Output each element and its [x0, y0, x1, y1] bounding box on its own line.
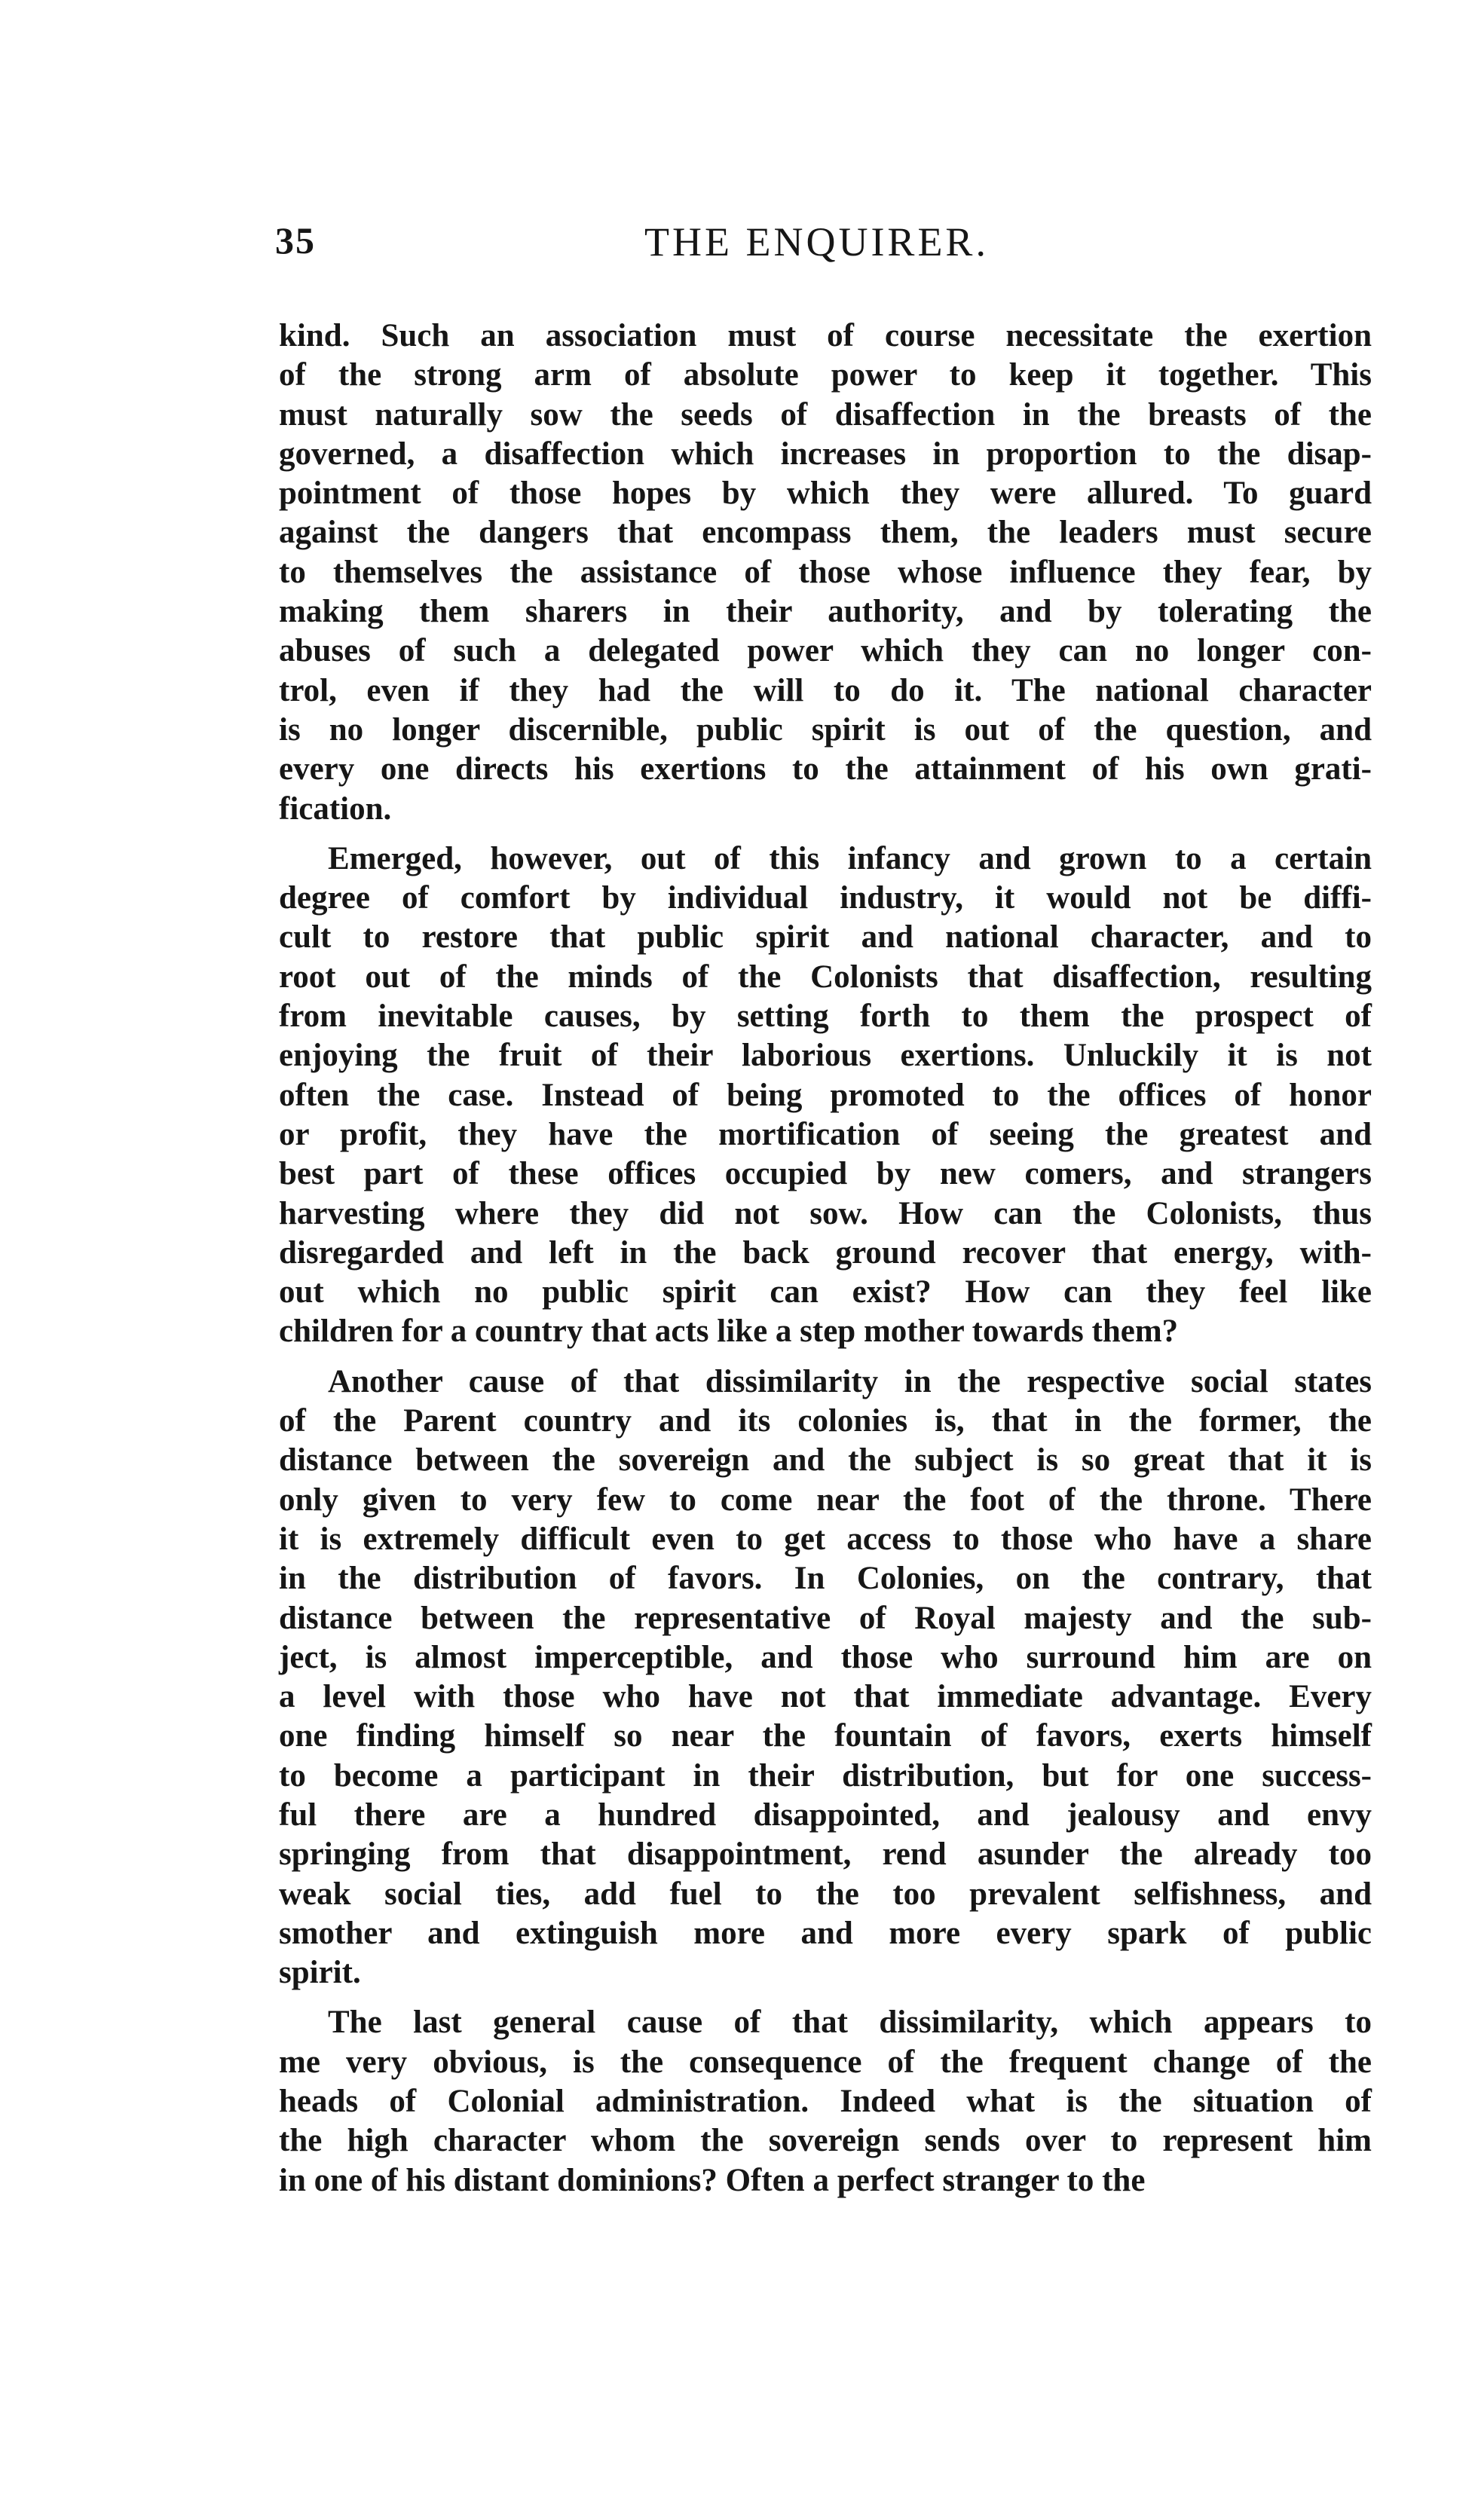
text-line: distance between the representative of Royal majesty and the sub- — [279, 1600, 1372, 1636]
text-line: in the distribution of favors. In Colonies, on the contrary, that — [279, 1561, 1372, 1597]
text-line: to become a participant in their distribution, but for one success- — [279, 1757, 1372, 1794]
page-header — [275, 219, 1372, 279]
text-line: to themselves the assistance of those whose influence they fear, by — [279, 554, 1372, 590]
text-line: must naturally sow the seeds of disaffection in the breasts of the — [279, 396, 1372, 433]
text-line: heads of Colonial administration. Indeed what is the situation of — [279, 2084, 1372, 2120]
page-number: 35 — [275, 219, 316, 261]
text-line: is no longer discernible, public spirit is out of the question, and — [279, 711, 1372, 748]
text-line: springing from that disappointment, rend asunder the already too — [279, 1836, 1372, 1873]
text-line: one finding himself so near the fountain of favors, exerts himself — [279, 1718, 1372, 1754]
text-line: of the Parent country and its colonies is, that in the former, the — [279, 1403, 1372, 1439]
text-line: only given to very few to come near the foot of the throne. There — [279, 1482, 1372, 1518]
text-line: it is extremely difficult even to get access to those who have a share — [279, 1521, 1372, 1557]
text-line: spirit. — [279, 1955, 361, 1991]
text-line: making them sharers in their authority, and by tolerating the — [279, 594, 1372, 630]
text-line: degree of comfort by individual industry, it would not be diffi- — [279, 880, 1372, 916]
text-line: a level with those who have not that immediate advantage. Every — [279, 1679, 1372, 1715]
text-line: trol, even if they had the will to do it. The national character — [279, 672, 1372, 708]
body-text — [279, 317, 1372, 2200]
paragraph — [279, 839, 1372, 1352]
text-line: root out of the minds of the Colonists that disaffection, resulting — [279, 959, 1372, 995]
text-line: smother and extinguish more and more every spark of public — [279, 1915, 1372, 1951]
text-line: kind. Such an association must of course necessitate the exertion — [279, 318, 1372, 353]
running-title: THE ENQUIRER. — [644, 219, 989, 265]
text-line: out which no public spirit can exist? How can they feel like — [279, 1274, 1372, 1310]
text-line: ject, is almost imperceptible, and those who surround him are on — [279, 1639, 1372, 1675]
text-line: pointment of those hopes by which they were allured. To guard — [279, 476, 1372, 512]
text-line: or profit, they have the mortification of seeing the greatest and — [279, 1116, 1372, 1152]
text-line: abuses of such a delegated power which they can no longer con- — [279, 633, 1372, 669]
text-line: harvesting where they did not sow. How can the Colonists, thus — [279, 1195, 1372, 1231]
text-line: best part of these offices occupied by new comers, and strangers — [279, 1156, 1372, 1192]
paragraph — [279, 2003, 1372, 2200]
text-line: the high character whom the sovereign sends over to represent him — [279, 2123, 1372, 2159]
paragraph-gap — [279, 1992, 1372, 2003]
text-line: disregarded and left in the back ground recover that energy, with- — [279, 1234, 1372, 1271]
paragraph — [279, 317, 1372, 829]
text-line: weak social ties, add fuel to the too prevalent selfishness, and — [279, 1876, 1372, 1912]
text-line: fication. — [279, 791, 392, 827]
text-line: The last general cause of that dissimilarity, which appears to — [328, 2005, 1372, 2041]
text-line: governed, a disaffection which increases in proportion to the disap- — [279, 436, 1372, 472]
text-line: cult to restore that public spirit and national character, and to — [279, 919, 1372, 956]
text-line: me very obvious, is the consequence of the frequent change of the — [279, 2044, 1372, 2080]
text-line: Another cause of that dissimilarity in the respective social states — [328, 1363, 1372, 1399]
paragraph — [279, 1362, 1372, 1993]
text-line: distance between the sovereign and the subject is so great that it is — [279, 1442, 1372, 1479]
text-line: often the case. Instead of being promoted to the offices of honor — [279, 1077, 1372, 1113]
text-line: of the strong arm of absolute power to keep it together. This — [279, 357, 1372, 393]
paragraph-gap — [279, 829, 1372, 839]
text-line: ful there are a hundred disappointed, and jealousy and envy — [279, 1797, 1372, 1833]
text-line: children for a country that acts like a step mother towards them? — [279, 1314, 1179, 1350]
text-line: every one directs his exertions to the attainment of his own grati- — [279, 751, 1372, 788]
paragraph-gap — [279, 1352, 1372, 1362]
text-line: enjoying the fruit of their laborious exertions. Unluckily it is not — [279, 1038, 1372, 1074]
text-line: Emerged, however, out of this infancy and grown to a certain — [328, 840, 1372, 876]
text-line: from inevitable causes, by setting forth to them the prospect of — [279, 999, 1372, 1035]
text-line: in one of his distant dominions? Often a perfect stranger to the — [279, 2162, 1146, 2198]
text-line: against the dangers that encompass them, the leaders must secure — [279, 515, 1372, 551]
